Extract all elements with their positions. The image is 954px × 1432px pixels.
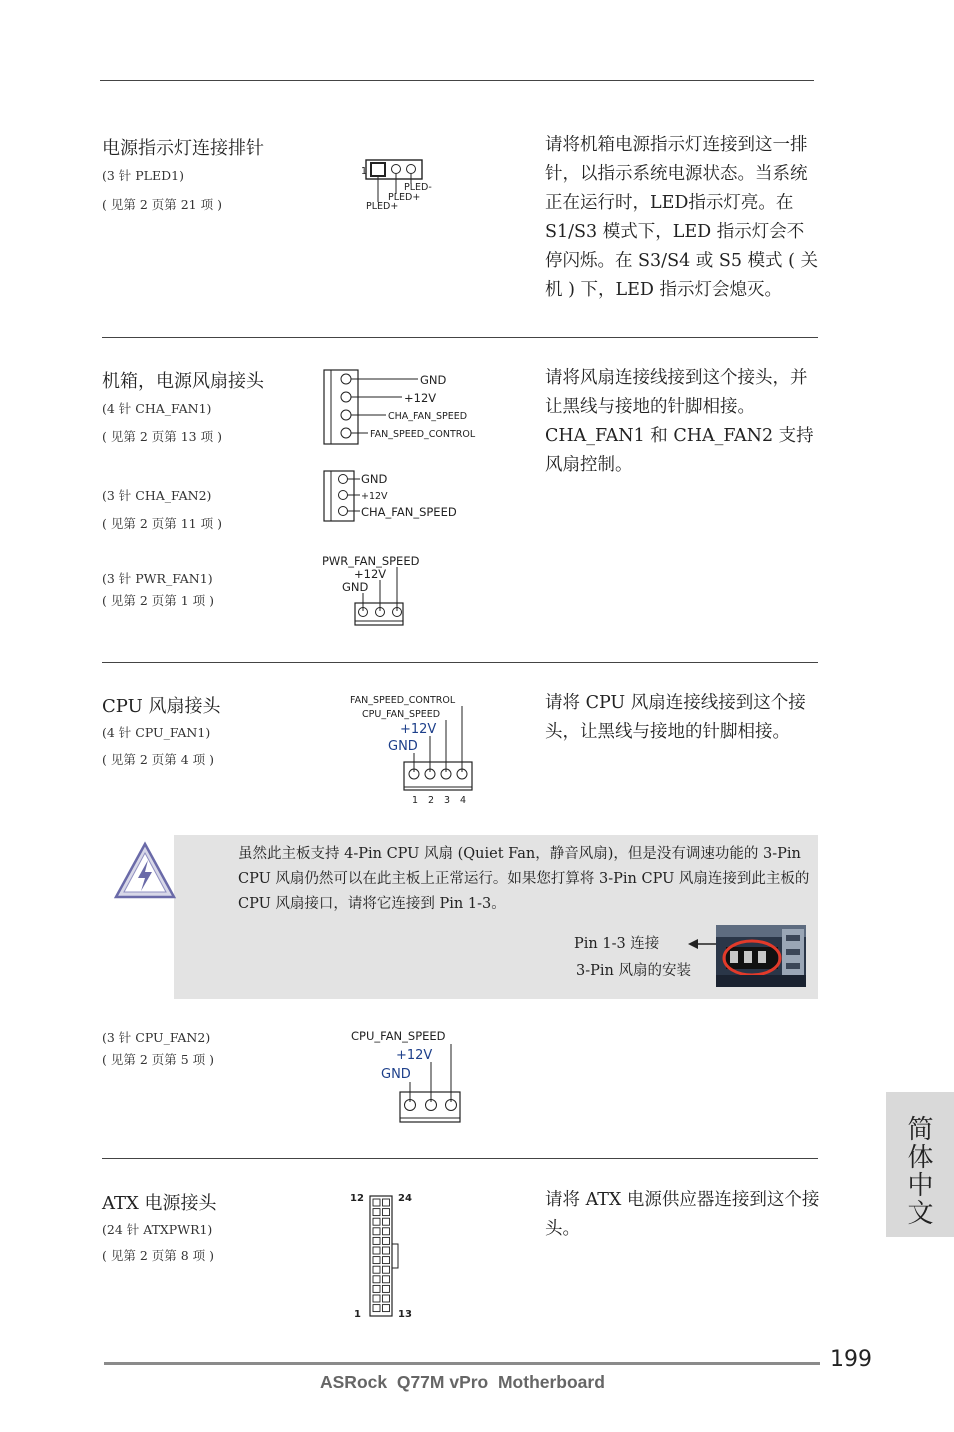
pin-number: 4: [460, 795, 467, 806]
control-label: FAN_SPEED_CONTROL: [350, 695, 456, 706]
pin: [341, 374, 351, 384]
atx-pin: [373, 1257, 380, 1264]
pin-number: 13: [398, 1309, 412, 1320]
pin-number: 24: [398, 1193, 412, 1204]
page-reference: ( 见第 2 页第 21 项 ): [102, 197, 222, 212]
speed-label: CPU_FAN_SPEED: [362, 709, 441, 720]
atx-pin: [383, 1199, 390, 1206]
pled-plus-label: PLED+: [388, 192, 421, 203]
footer-title: ASRock Q77M vPro Motherboard: [320, 1372, 605, 1392]
pin-spec: (24 针 ATXPWR1): [102, 1222, 213, 1237]
pin-spec: (3 针 CHA_FAN2): [102, 488, 212, 503]
atx-pin: [373, 1305, 380, 1312]
warning-icon: [112, 840, 178, 902]
atx-pin: [383, 1266, 390, 1273]
arrow-icon: [688, 937, 718, 951]
atx-pin: [383, 1228, 390, 1235]
page-reference: ( 见第 2 页第 1 项 ): [102, 593, 214, 608]
section-divider: [102, 1158, 818, 1159]
pled-plus-label: PLED+: [366, 201, 399, 212]
description: 请将风扇连接线接到这个接头，并让黑线与接地的针脚相接。CHA_FAN1 和 CHA_FAN2 支持风扇控制。: [545, 368, 814, 475]
pin: [339, 491, 348, 500]
pin-1-square: [371, 163, 385, 176]
pin-grid: [373, 1199, 390, 1312]
atx-pin: [373, 1237, 380, 1244]
section-title-atx-power: ATX 电源接头: [102, 1193, 217, 1214]
pin1-label: 1: [361, 166, 368, 177]
atx-pin: [373, 1266, 380, 1273]
gnd-label: GND: [342, 580, 369, 594]
atx-pin: [373, 1276, 380, 1283]
caution-text: 虽然此主板支持 4-Pin CPU 风扇 (Quiet Fan，静音风扇)，但是没有调速功能的 3-Pin CPU 风扇仍然可以在此主板上正常运行。如果您打算将 3-Pin CPU 风扇连接到此主板的 CPU 风扇接口，请将它连接到 Pin 1-3。: [238, 846, 810, 912]
gnd-label: GND: [361, 472, 388, 486]
cha-fan1-diagram: [322, 368, 507, 448]
pin: [341, 410, 351, 420]
atx-pin: [383, 1247, 390, 1254]
atx-pin: [383, 1209, 390, 1216]
top-rule: [100, 80, 814, 81]
page-reference: ( 见第 2 页第 11 项 ): [102, 516, 222, 531]
atx-pin: [373, 1228, 380, 1235]
atx-pin: [383, 1276, 390, 1283]
pin-spec: (3 针 PLED1): [102, 168, 184, 183]
speed-label: PWR_FAN_SPEED: [322, 554, 420, 568]
12v-label: +12V: [396, 1048, 433, 1063]
atx-pin: [373, 1209, 380, 1216]
fan-connector-photo: [716, 925, 806, 987]
gnd-label: GND: [381, 1067, 411, 1082]
footer-rule: [104, 1362, 820, 1365]
gnd-label: GND: [388, 739, 418, 754]
pin-number: 1: [354, 1309, 361, 1320]
speed-label: CHA_FAN_SPEED: [388, 411, 468, 422]
cpu-fan1-diagram: [348, 692, 478, 808]
pin-spec: (3 针 PWR_FAN1): [102, 571, 213, 586]
control-label: FAN_SPEED_CONTROL: [370, 429, 476, 440]
page-number: 199: [830, 1347, 872, 1372]
section-divider: [102, 662, 818, 663]
12v-label: +12V: [400, 722, 437, 737]
pwr-fan1-diagram: [322, 553, 442, 633]
atx-pin: [373, 1199, 380, 1206]
12v-label: +12V: [354, 567, 387, 581]
pled-connector-diagram: [356, 156, 446, 214]
page-reference: ( 见第 2 页第 5 项 ): [102, 1052, 214, 1067]
caution-note-install: 3-Pin 风扇的安装: [576, 963, 691, 979]
description: 请将 ATX 电源供应器连接到这个接头。: [545, 1190, 820, 1239]
pled-minus-label: PLED-: [404, 182, 432, 193]
pin-number: 1: [412, 795, 419, 806]
pin: [341, 428, 351, 438]
gnd-label: GND: [420, 373, 447, 387]
cha-fan2-diagram: [322, 469, 482, 525]
caution-note-pin13: Pin 1-3 连接: [574, 936, 660, 952]
atx-pin: [373, 1285, 380, 1292]
section-divider: [102, 337, 818, 338]
connector-latch: [392, 1244, 398, 1268]
pin-spec: (4 针 CHA_FAN1): [102, 401, 212, 416]
section-title-power-led: 电源指示灯连接排针: [102, 138, 264, 159]
pin-spec: (4 针 CPU_FAN1): [102, 725, 211, 740]
description: 请将机箱电源指示灯连接到这一排针，以指示系统电源状态。当系统正在运行时，LED指示灯亮。在 S1/S3 模式下，LED 指示灯会不停闪烁。在 S3/S4 或 S5 模式 ( 关机 ) 下，LED 指示灯会熄灭。: [545, 135, 818, 300]
page-reference: ( 见第 2 页第 13 项 ): [102, 429, 222, 444]
atx-pin: [383, 1305, 390, 1312]
pin-spec: (3 针 CPU_FAN2): [102, 1030, 211, 1045]
header-outline: [355, 603, 403, 625]
atx-pin: [383, 1237, 390, 1244]
pin-number: 12: [350, 1193, 364, 1204]
atx-pin: [373, 1218, 380, 1225]
pin-3: [407, 165, 416, 174]
pin-number: 3: [444, 795, 451, 806]
pin: [341, 392, 351, 402]
12v-label: +12V: [404, 391, 437, 405]
atx-pin: [383, 1285, 390, 1292]
atx-pin: [373, 1295, 380, 1302]
pin: [339, 475, 348, 484]
language-tab-label: 简体中文: [903, 1115, 933, 1227]
speed-label: CPU_FAN_SPEED: [351, 1029, 446, 1043]
section-title-cpu-fan: CPU 风扇接头: [102, 696, 221, 717]
atx-pin: [383, 1257, 390, 1264]
page-reference: ( 见第 2 页第 8 项 ): [102, 1248, 214, 1263]
12v-label: +12V: [361, 491, 388, 502]
section-title-chassis-fan: 机箱，电源风扇接头: [102, 371, 264, 392]
pin-number: 2: [428, 795, 435, 806]
cpu-fan2-diagram: [350, 1026, 470, 1132]
atx-pin: [383, 1218, 390, 1225]
page-reference: ( 见第 2 页第 4 项 ): [102, 752, 214, 767]
pin: [339, 507, 348, 516]
atx-24pin-diagram: [348, 1186, 418, 1322]
atx-pin: [373, 1247, 380, 1254]
pin-2: [392, 165, 401, 174]
description: 请将 CPU 风扇连接线接到这个接头，让黑线与接地的针脚相接。: [545, 693, 806, 742]
speed-label: CHA_FAN_SPEED: [361, 505, 457, 519]
atx-pin: [383, 1295, 390, 1302]
